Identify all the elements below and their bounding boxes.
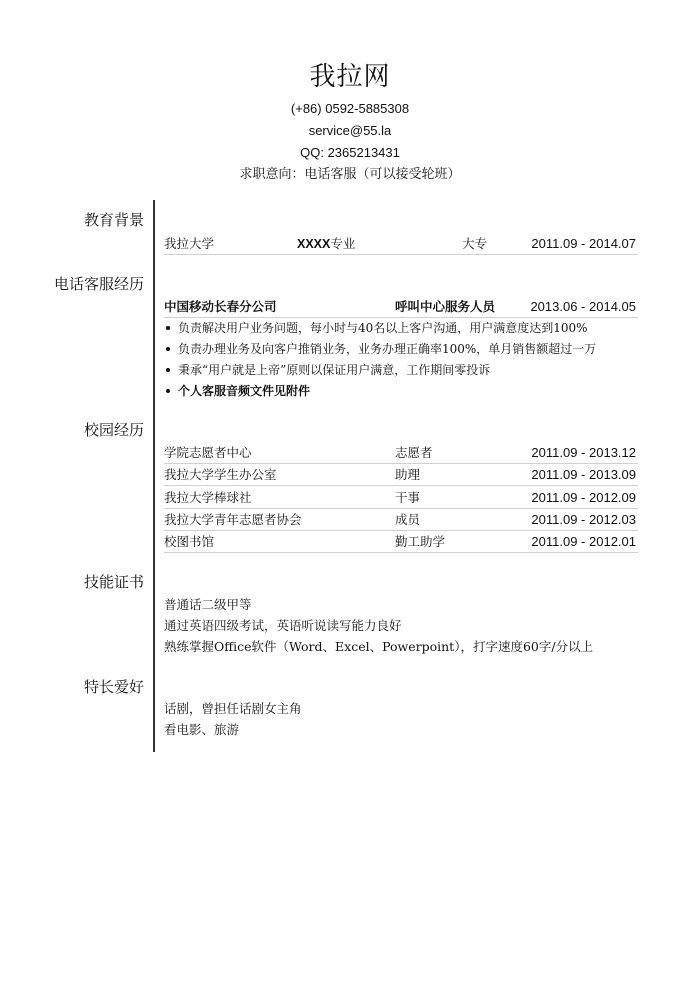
- campus-org: 学院志愿者中心: [164, 445, 252, 460]
- campus-role: 勤工助学: [395, 534, 446, 549]
- job-objective: 求职意向：电话客服（可以接受轮班）: [239, 167, 461, 182]
- education-row: [164, 233, 638, 255]
- campus-date: 2011.09 - 2013.09: [531, 467, 636, 482]
- campus-row: [164, 487, 638, 509]
- campus-org: 校图书馆: [164, 534, 215, 549]
- resume-header: [0, 60, 700, 186]
- skill-item: 普通话二级甲等: [164, 597, 252, 612]
- education-school: 我拉大学: [164, 236, 215, 251]
- education-major: [297, 233, 355, 255]
- work-bullet: 个人客服音频文件见附件: [164, 381, 310, 401]
- campus-row: [164, 442, 638, 464]
- campus-row: [164, 531, 638, 553]
- skill-item: 通过英语四级考试，英语听说读写能力良好: [164, 618, 402, 633]
- campus-role: 干事: [395, 490, 421, 505]
- campus-org: 我拉大学学生办公室: [164, 467, 277, 482]
- skill-item: 熟练掌握Office软件（Word、Excel、Powerpoint），打字速度60字/分以上: [164, 639, 594, 654]
- section-label-campus: 校园经历: [83, 421, 144, 439]
- section-label-hobbies: 特长爱好: [83, 678, 144, 696]
- hobby-item: 话剧，曾担任话剧女主角: [164, 701, 302, 716]
- campus-role: 志愿者: [395, 445, 433, 460]
- bullet-dot-icon: [166, 368, 170, 372]
- campus-role: 成员: [395, 512, 421, 527]
- section-label-work: 电话客服经历: [53, 275, 144, 293]
- work-bullet: 秉承“用户就是上帝”原则以保证用户满意，工作期间零投诉: [164, 360, 490, 380]
- education-major-prefix: XXXX: [297, 237, 331, 251]
- work-row: [164, 296, 638, 318]
- campus-row: [164, 509, 638, 531]
- section-label-education: 教育背景: [83, 211, 144, 229]
- work-company: 中国移动长春分公司: [164, 299, 277, 314]
- education-major-suffix: 专业: [330, 236, 356, 251]
- work-position: 呼叫中心服务人员: [395, 299, 496, 314]
- bullet-dot-icon: [166, 326, 170, 330]
- section-label-skills: 技能证书: [83, 573, 144, 591]
- campus-row: [164, 464, 638, 486]
- work-bullet: 负责解决用户业务问题，每小时与40名以上客户沟通，用户满意度达到100%: [164, 318, 588, 338]
- campus-org: 我拉大学棒球社: [164, 490, 252, 505]
- campus-date: 2011.09 - 2012.09: [531, 490, 636, 505]
- hobby-item: 看电影、旅游: [164, 722, 240, 737]
- phone-number: (+86) 0592-5885308: [290, 101, 410, 116]
- campus-org: 我拉大学青年志愿者协会: [164, 512, 302, 527]
- education-date: 2011.09 - 2014.07: [531, 236, 636, 251]
- campus-date: 2011.09 - 2012.01: [531, 534, 636, 549]
- campus-role: 助理: [395, 467, 421, 482]
- section-divider-line: [153, 200, 155, 752]
- candidate-name: 我拉网: [309, 62, 391, 92]
- bullet-dot-icon: [166, 389, 170, 393]
- work-bullet: 负责办理业务及向客户推销业务，业务办理正确率100%，单月销售额超过一万: [164, 339, 596, 359]
- qq-number: QQ: 2365213431: [300, 145, 400, 160]
- email-address: service@55.la: [308, 123, 392, 138]
- campus-date: 2011.09 - 2013.12: [531, 445, 636, 460]
- bullet-dot-icon: [166, 347, 170, 351]
- education-degree: 大专: [462, 236, 488, 251]
- campus-date: 2011.09 - 2012.03: [531, 512, 636, 527]
- work-date: 2013.06 - 2014.05: [530, 299, 636, 314]
